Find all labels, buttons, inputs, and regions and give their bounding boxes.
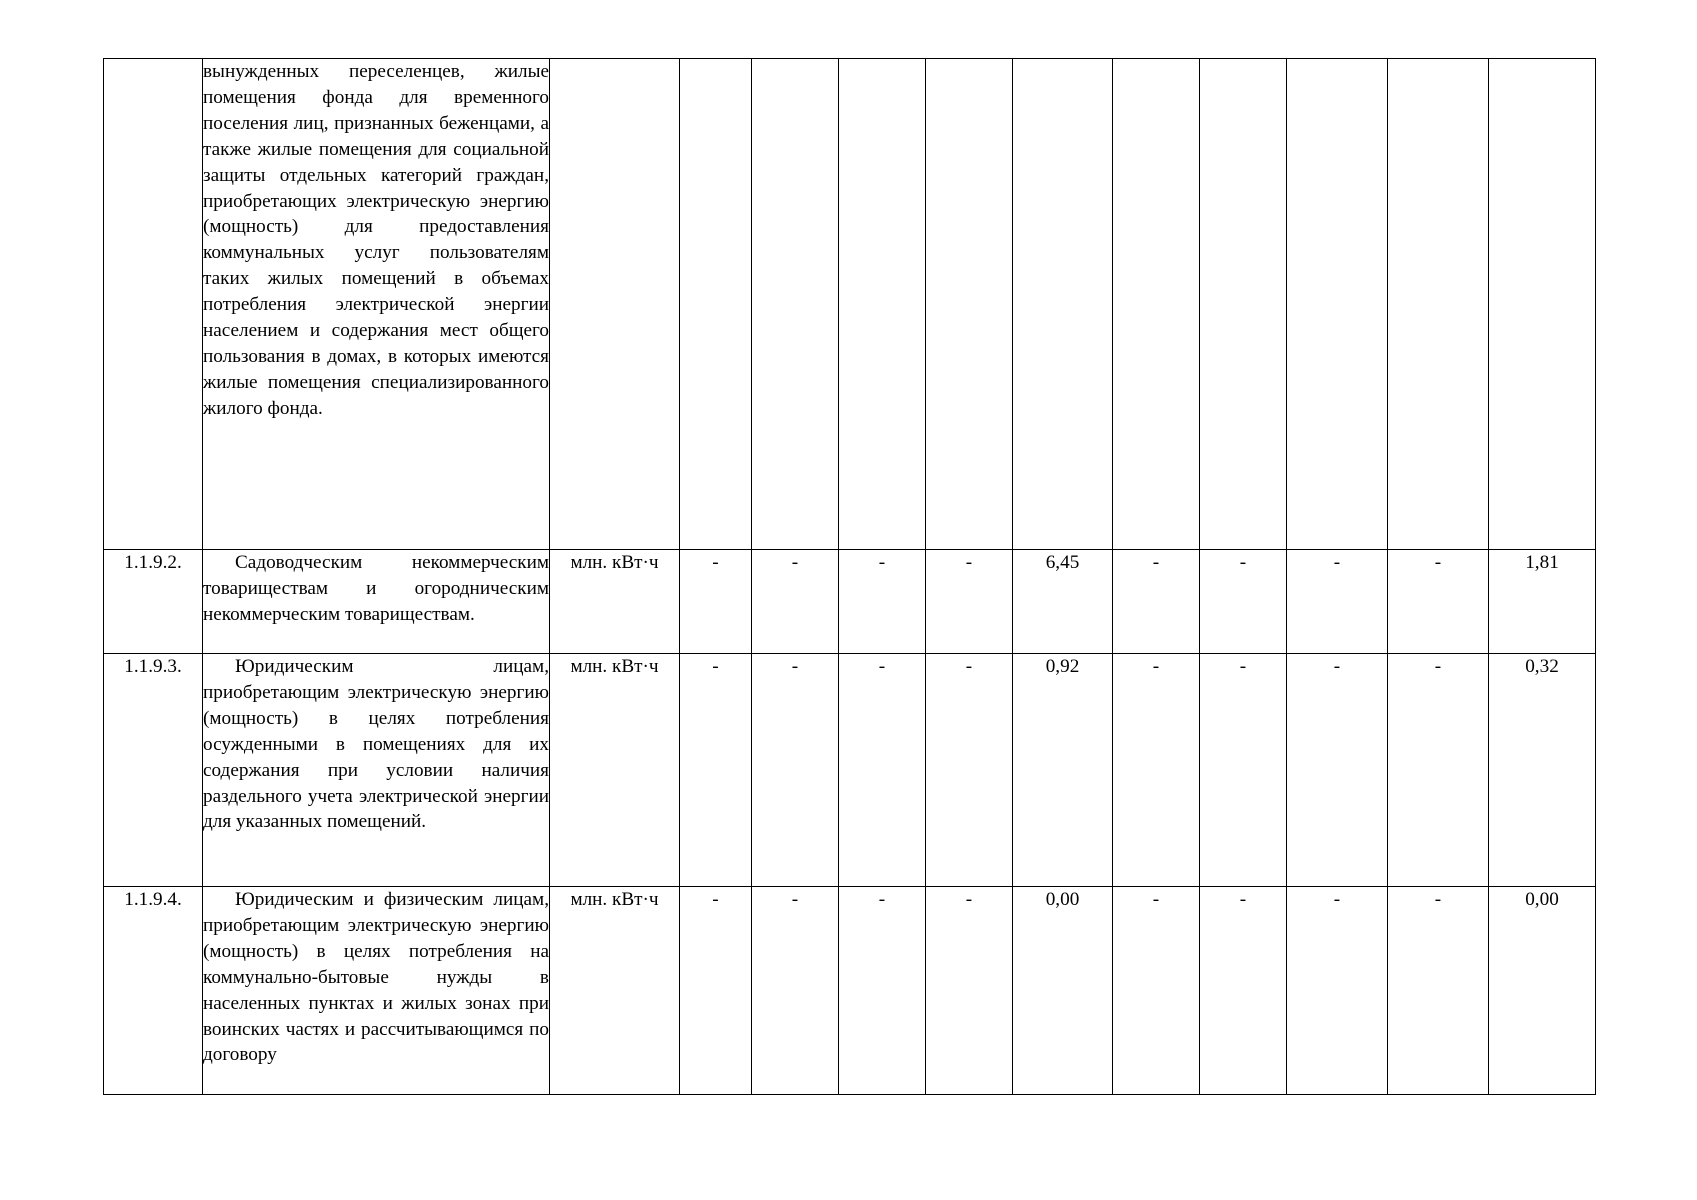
value-cell: 0,00 bbox=[1013, 887, 1113, 1095]
value-cell bbox=[1013, 59, 1113, 550]
value-cell: - bbox=[1200, 654, 1287, 887]
value-cell: - bbox=[1113, 550, 1200, 654]
value-cell: - bbox=[1388, 550, 1489, 654]
value-cell bbox=[839, 59, 926, 550]
value-cell: - bbox=[680, 654, 752, 887]
value-cell: 0,32 bbox=[1489, 654, 1596, 887]
value-cell: - bbox=[752, 887, 839, 1095]
value-cell: - bbox=[752, 654, 839, 887]
value-cell bbox=[1287, 59, 1388, 550]
value-cell: - bbox=[752, 550, 839, 654]
value-cell bbox=[1113, 59, 1200, 550]
value-cell: - bbox=[680, 550, 752, 654]
row-number: 1.1.9.4. bbox=[104, 887, 203, 1095]
row-unit: млн. кВт·ч bbox=[550, 654, 680, 887]
value-cell bbox=[1388, 59, 1489, 550]
value-cell: 6,45 bbox=[1013, 550, 1113, 654]
value-cell: - bbox=[1113, 654, 1200, 887]
row-unit bbox=[550, 59, 680, 550]
value-cell: - bbox=[839, 550, 926, 654]
value-cell: - bbox=[1388, 654, 1489, 887]
value-cell: 0,92 bbox=[1013, 654, 1113, 887]
value-cell: 1,81 bbox=[1489, 550, 1596, 654]
value-cell bbox=[752, 59, 839, 550]
value-cell: - bbox=[1287, 550, 1388, 654]
row-number bbox=[104, 59, 203, 550]
value-cell: 0,00 bbox=[1489, 887, 1596, 1095]
value-cell: - bbox=[1287, 654, 1388, 887]
value-cell: - bbox=[926, 887, 1013, 1095]
table-row bbox=[104, 550, 1596, 654]
row-description bbox=[203, 550, 550, 654]
value-cell: - bbox=[1200, 887, 1287, 1095]
value-cell bbox=[1200, 59, 1287, 550]
row-number: 1.1.9.2. bbox=[104, 550, 203, 654]
value-cell: - bbox=[1287, 887, 1388, 1095]
value-cell: - bbox=[926, 654, 1013, 887]
row-description bbox=[203, 59, 550, 550]
tariff-volume-table bbox=[103, 58, 1596, 1095]
value-cell: - bbox=[839, 654, 926, 887]
row-description-text: Юридическим и физическим лицам, приобретающим электрическую энергию (мощность) в целях потребления на коммунально-бытовые нужды в населенных пунктах и жилых зонах при воинских частях и рассчитывающимся по договору bbox=[203, 889, 549, 1066]
value-cell bbox=[1489, 59, 1596, 550]
value-cell: - bbox=[1113, 887, 1200, 1095]
table-row bbox=[104, 654, 1596, 887]
row-description-text: Садоводческим некоммерческим товариществам и огородническим некоммерческим товариществам. bbox=[203, 552, 549, 625]
value-cell: - bbox=[680, 887, 752, 1095]
row-unit: млн. кВт·ч bbox=[550, 550, 680, 654]
row-description-text: вынужденных переселенцев, жилые помещения фонда для временного поселения лиц, признанных беженцами, а также жилые помещения для социальной защиты отдельных категорий граждан, приобретающих электрическую энергию (мощность) для предоставления коммунальных услуг пользователям таких жилых помещений в объемах потребления электрической энергии населением и содержания мест общего пользования в домах, в которых имеются жилые помещения специализированного жилого фонда. bbox=[203, 61, 549, 419]
value-cell: - bbox=[1200, 550, 1287, 654]
row-unit: млн. кВт·ч bbox=[550, 887, 680, 1095]
value-cell: - bbox=[1388, 887, 1489, 1095]
table-row bbox=[104, 59, 1596, 550]
value-cell: - bbox=[839, 887, 926, 1095]
value-cell bbox=[926, 59, 1013, 550]
value-cell bbox=[680, 59, 752, 550]
row-description bbox=[203, 887, 550, 1095]
row-description-text: Юридическим лицам, приобретающим электрическую энергию (мощность) в целях потребления осужденными в помещениях для их содержания при условии наличия раздельного учета электрической энергии для указанных помещений. bbox=[203, 656, 549, 833]
value-cell: - bbox=[926, 550, 1013, 654]
row-description bbox=[203, 654, 550, 887]
table-row bbox=[104, 887, 1596, 1095]
row-number: 1.1.9.3. bbox=[104, 654, 203, 887]
